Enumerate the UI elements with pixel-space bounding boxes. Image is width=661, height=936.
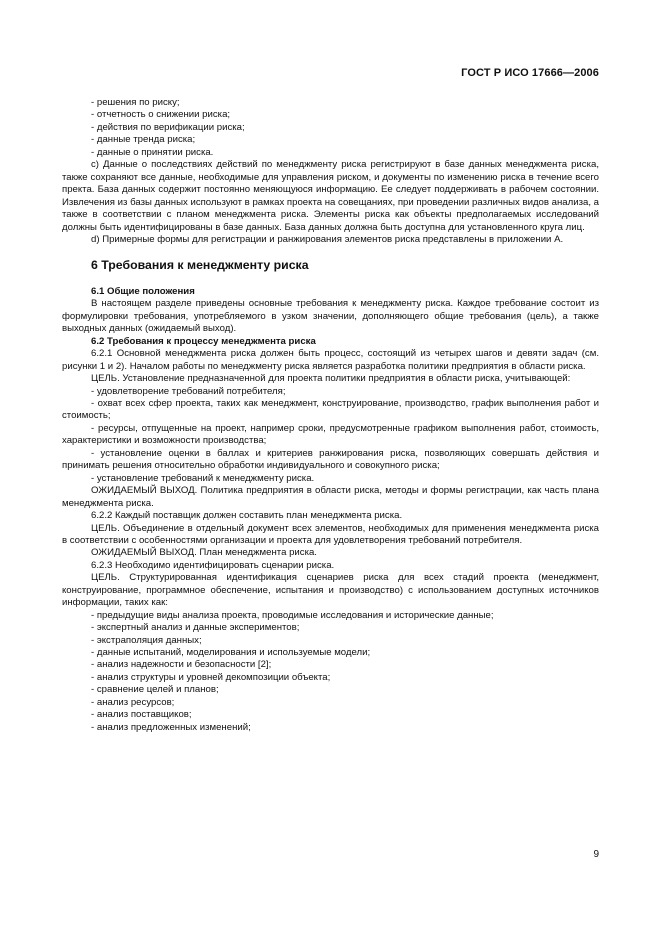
paragraph: - данные о принятии риска. [91,146,214,158]
page-number: 9 [593,849,599,860]
paragraph: ЦЕЛЬ. Структурированная идентификация сценариев риска для всех стадий проекта (менеджмент, конструирование, программное обеспечение, испытания и производство) с использованием доступных источников информации, таких как: [62,572,599,609]
section-heading: 6 Требования к менеджменту риска [91,258,309,273]
paragraph: - охват всех сфер проекта, таких как менеджмент, конструирование, производство, график выполнения работ и стоимость; [62,397,599,422]
paragraph: В настоящем разделе приведены основные требования к менеджменту риска. Каждое требование состоит из формулировки требования, употребляемого в узком значении, дополняющего общие требования (цель), а также выходных данных (ожидаемый выход). [62,298,599,335]
paragraph: - установление оценки в баллах и критериев ранжирования риска, позволяющих совершать действия и принимать решения относительно обработки индивидуального и совокупного риска; [62,447,599,472]
paragraph: - решения по риску; [91,97,180,108]
paragraph: - предыдущие виды анализа проекта, проводимые исследования и исторические данные; [91,609,494,621]
paragraph: - удовлетворение требований потребителя; [91,385,286,397]
paragraph: 6.2.1 Основной менеджмента риска должен быть процесс, состоящий из четырех шагов и девяти задач (см. рисунки 1 и 2). Началом работы по менеджменту риска является разработка политики предприятия в области риска. [62,348,599,372]
paragraph: - анализ предложенных изменений; [91,721,251,733]
paragraph: - действия по верификации риска; [91,121,245,133]
paragraph: - сравнение целей и планов; [91,684,219,696]
paragraph: - анализ поставщиков; [91,709,192,721]
paragraph: - анализ надежности и безопасности [2]; [91,659,272,671]
paragraph: - экстраполяция данных; [91,634,202,646]
paragraph: - экспертный анализ и данные экспериментов; [91,622,300,634]
paragraph: d) Примерные формы для регистрации и ранжирования элементов риска представлены в приложении А. [91,233,564,245]
paragraph: 6.2.3 Необходимо идентифицировать сценарии риска. [91,559,335,571]
document-header: ГОСТ Р ИСО 17666—2006 [461,67,599,79]
paragraph: 6.2.2 Каждый поставщик должен составить план менеджмента риска. [91,510,403,522]
paragraph: ОЖИДАЕМЫЙ ВЫХОД. Политика предприятия в области риска, методы и формы регистрации, как часть плана менеджмента риска. [62,485,599,509]
paragraph: - анализ структуры и уровней декомпозиции объекта; [91,671,331,683]
paragraph: - ресурсы, отпущенные на проект, например сроки, предусмотренные графиком выполнения работ, стоимость, характеристики и возможности производства; [62,422,599,447]
paragraph: - данные испытаний, моделирования и используемые модели; [91,647,371,659]
paragraph: ЦЕЛЬ. Объединение в отдельный документ всех элементов, необходимых для применения менеджмента риска в соответствии с особенностями организации и проекта для удовлетворения требований потребителя. [62,522,599,546]
paragraph: - установление требований к менеджменту риска. [91,472,315,484]
paragraph: ЦЕЛЬ. Установление предназначенной для проекта политики предприятия в области риска, учитывающей: [91,373,571,385]
paragraph: - данные тренда риска; [91,134,196,146]
paragraph: ОЖИДАЕМЫЙ ВЫХОД. План менеджмента риска. [91,547,317,559]
paragraph: с) Данные о последствиях действий по менеджменту риска регистрируют в базе данных менеджмента риска, также сохраняют все данные, необходимые для управления риском, и документы по изменению риска в течение всего пректа. База данных содержит постоянно меняющуюся информацию. Ее следует поддерживать в рабочем состоянии. Извлечения из базы данных используют в рамках проекта на совещаниях, при проведении различных видов анализа, а также в соответствии с планом менеджмента риска. Элементы риска как объекты предполагаемых исследований должны быть идентифицированы в базе данных. База данных должна быть доступна для установленного круга лиц. [62,159,599,233]
subsection-heading: 6.1 Общие положения [91,285,195,297]
paragraph: - отчетность о снижении риска; [91,109,231,121]
paragraph: - анализ ресурсов; [91,696,175,708]
subsection-heading: 6.2 Требования к процессу менеджмента риска [91,335,316,347]
document-body [62,97,599,734]
